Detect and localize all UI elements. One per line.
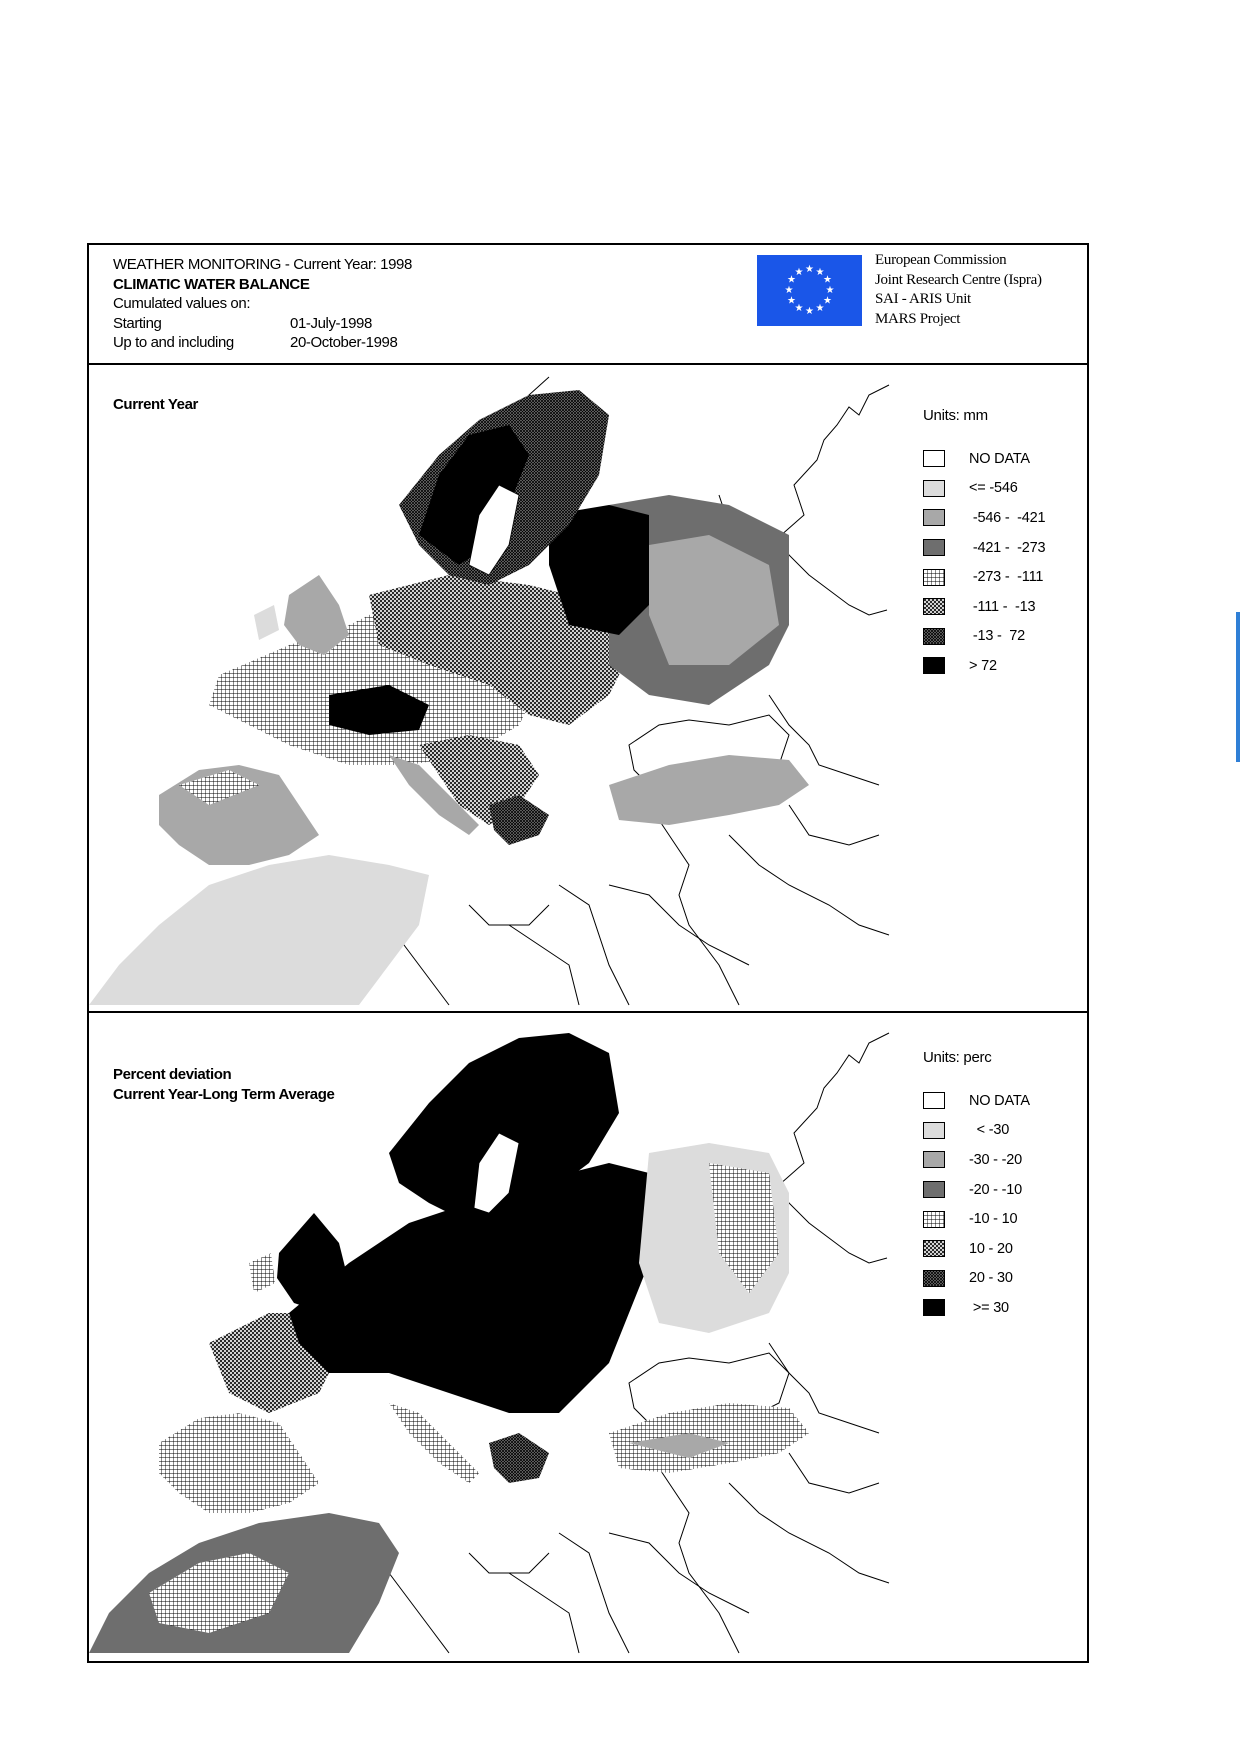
legend-item: [923, 592, 1045, 622]
legend-label: NO DATA: [969, 1092, 1030, 1109]
legend-swatch: [923, 480, 945, 497]
legend-label: -20 - -10: [969, 1181, 1022, 1198]
legend-label: >= 30: [969, 1299, 1009, 1316]
header-title: CLIMATIC WATER BALANCE: [113, 275, 310, 293]
units-mm: Units: mm: [923, 407, 988, 424]
legend-item: [923, 503, 1045, 533]
legend-item: [923, 1264, 1030, 1294]
svg-text:★: ★: [794, 267, 804, 278]
legend-label: -30 - -20: [969, 1151, 1022, 1168]
panel2-title-line2: Current Year-Long Term Average: [113, 1086, 335, 1103]
svg-text:★: ★: [815, 303, 825, 314]
legend-item: [923, 474, 1045, 504]
legend-label: -546 - -421: [969, 509, 1046, 526]
legend-item: [923, 1145, 1030, 1175]
legend-swatch: [923, 569, 945, 586]
units-perc: Units: perc: [923, 1049, 992, 1066]
svg-text:★: ★: [805, 264, 814, 275]
region-ireland: [249, 1253, 275, 1293]
region-north-africa: [89, 855, 429, 1005]
legend-swatch: [923, 1299, 945, 1316]
starting-label: Starting: [113, 314, 162, 332]
map-sheet: [87, 243, 1089, 1663]
legend-item: [923, 622, 1045, 652]
header-text: [113, 255, 412, 353]
legend-swatch: [923, 1092, 945, 1109]
legend-swatch: [923, 598, 945, 615]
panel1-title: Current Year: [113, 396, 198, 413]
org-line3: SAI - ARIS Unit: [875, 291, 971, 307]
svg-text:★: ★: [823, 274, 832, 286]
region-greece: [489, 1433, 549, 1483]
legend-label: -13 - 72: [969, 628, 1026, 645]
legend-item: [923, 1204, 1030, 1234]
svg-text:★: ★: [787, 274, 796, 286]
legend-swatch: [923, 509, 945, 526]
upto-label: Up to and including: [113, 334, 234, 351]
header-cumulated: Cumulated values on:: [113, 295, 251, 312]
legend-current-year: [923, 407, 1045, 681]
region-greece: [489, 795, 549, 845]
svg-text:★: ★: [805, 306, 814, 317]
legend-label: < -30: [969, 1122, 1010, 1139]
org-line4: MARS Project: [875, 310, 961, 327]
legend-swatch: [923, 1181, 945, 1198]
legend-item: [923, 533, 1045, 563]
page-edge-tab: [1236, 612, 1240, 762]
svg-text:★: ★: [815, 267, 825, 278]
svg-text:★: ★: [794, 303, 804, 314]
panel-current-year: [89, 365, 1087, 1013]
legend-label: -421 - -273: [969, 539, 1046, 556]
legend-item: [923, 1293, 1030, 1323]
legend-swatch: [923, 539, 945, 556]
eu-stars-icon: [757, 255, 862, 326]
organization-block: [875, 251, 1042, 329]
legend-label: > 72: [969, 657, 997, 674]
legend-swatch: [923, 1240, 945, 1257]
svg-text:★: ★: [823, 295, 832, 307]
org-line2: Joint Research Centre (Ispra): [875, 271, 1042, 288]
panel2-title: [113, 1065, 334, 1105]
svg-text:★: ★: [784, 285, 794, 296]
legend-swatch: [923, 1122, 945, 1139]
region-iberia: [159, 1413, 319, 1513]
legend-swatch: [923, 628, 945, 645]
legend-swatch: [923, 1211, 945, 1228]
panel-percent-deviation: [89, 1013, 1087, 1661]
legend-label: <= -546: [969, 480, 1018, 497]
legend-item: [923, 1175, 1030, 1205]
header: [89, 245, 1087, 365]
header-upto: [113, 333, 412, 353]
legend-label: -111 - -13: [969, 598, 1036, 615]
legend-swatch: [923, 657, 945, 674]
legend-item: [923, 1234, 1030, 1264]
legend-swatch: [923, 450, 945, 467]
legend-item: [923, 1116, 1030, 1146]
upto-value: 20-October-1998: [290, 334, 398, 351]
legend-percent-deviation: [923, 1049, 1030, 1323]
legend-swatch: [923, 1270, 945, 1287]
legend-item: [923, 444, 1045, 474]
org-line1: European Commission: [875, 252, 1007, 268]
legend-item: [923, 562, 1045, 592]
svg-text:★: ★: [825, 285, 835, 296]
europe-map-current-year: [89, 365, 899, 1011]
eu-flag-logo: [757, 255, 862, 326]
legend-label: -10 - 10: [969, 1211, 1018, 1228]
legend-item: [923, 651, 1045, 681]
legend-item: [923, 1086, 1030, 1116]
panel2-title-line1: Percent deviation: [113, 1066, 232, 1083]
legend-label: 20 - 30: [969, 1270, 1013, 1287]
region-italy: [389, 1403, 479, 1483]
legend-label: 10 - 20: [969, 1240, 1013, 1257]
region-ireland: [254, 605, 279, 640]
europe-map-percent-deviation: [89, 1013, 899, 1659]
legend-label: NO DATA: [969, 450, 1030, 467]
starting-value: 01-July-1998: [290, 314, 372, 332]
legend-label: -273 - -111: [969, 569, 1044, 586]
header-starting: [113, 314, 412, 334]
svg-text:★: ★: [787, 295, 796, 307]
header-line1: WEATHER MONITORING - Current Year: 1998: [113, 256, 412, 273]
legend-swatch: [923, 1151, 945, 1168]
